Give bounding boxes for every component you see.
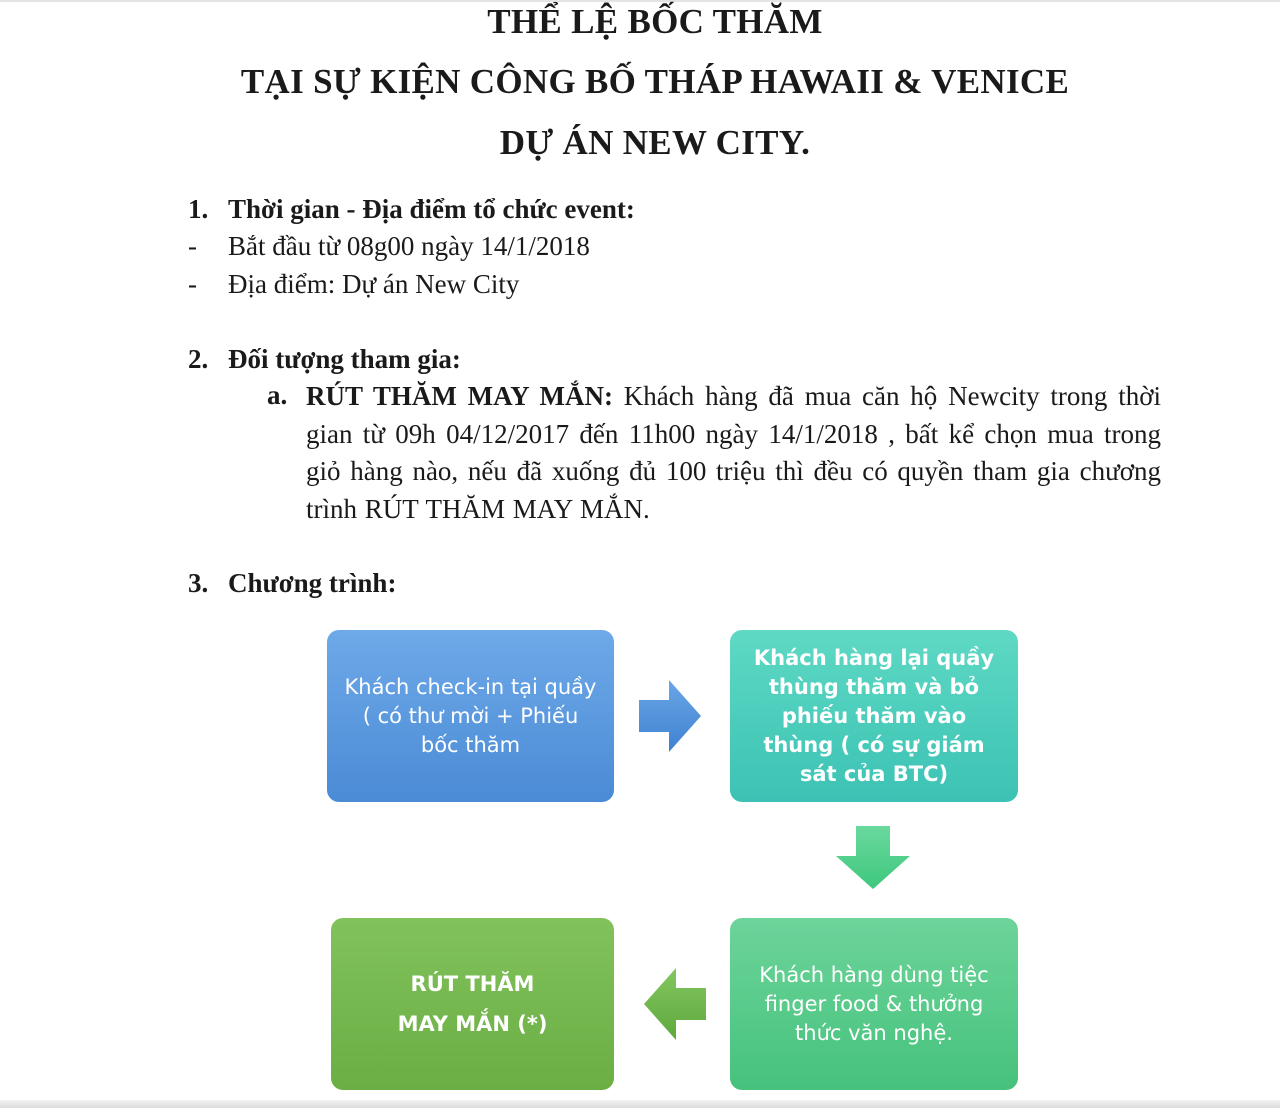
section-2-heading — [188, 342, 461, 376]
flow-step-party: Khách hàng dùng tiệc finger food & thưởng thức văn nghệ. — [730, 918, 1018, 1090]
bullet-dash: - — [188, 231, 197, 261]
section-2-paragraph — [306, 378, 1161, 528]
lucky-draw-lead: RÚT THĂM MAY MẮN: — [306, 381, 613, 411]
document-title-line-2: TẠI SỰ KIỆN CÔNG BỐ THÁP HAWAII & VENICE — [240, 62, 1070, 101]
section-3-number: 3. — [188, 568, 209, 598]
section-1-bullet-location — [188, 267, 519, 301]
arrow-right-icon — [639, 680, 703, 752]
section-1-title: Thời gian - Địa điểm tổ chức event: — [228, 194, 635, 224]
lucky-draw-line-1: RÚT THĂM — [410, 972, 535, 996]
section-1-number: 1. — [188, 194, 209, 224]
section-2-title: Đối tượng tham gia: — [228, 344, 461, 374]
eligibility-text: Khách hàng đã mua căn hộ Newcity trong thời gian từ 09h 04/12/2017 đến 11h00 ngày 14/1/2018 , bất kể chọn mua trong giỏ hàng nào, nếu đã xuống đủ 100 triệu thì đều có quyền tham gia chương trình RÚT THĂM MAY MẮN. — [306, 381, 1161, 524]
flow-step-ballot-box: Khách hàng lại quầy thùng thăm và bỏ phiếu thăm vào thùng ( có sự giám sát của BTC) — [730, 630, 1018, 802]
section-3-title: Chương trình: — [228, 568, 397, 598]
flow-step-checkin: Khách check-in tại quầy ( có thư mời + Phiếu bốc thăm — [327, 630, 614, 802]
section-3-heading — [188, 566, 396, 600]
page-bottom-edge — [0, 1100, 1280, 1108]
bullet-text: Địa điểm: Dự án New City — [228, 269, 520, 299]
section-2-number: 2. — [188, 344, 209, 374]
arrow-down-icon — [836, 826, 910, 890]
section-1-heading — [188, 192, 635, 226]
arrow-left-icon — [642, 968, 706, 1040]
bullet-text: Bắt đầu từ 08g00 ngày 14/1/2018 — [228, 231, 590, 261]
document-title-line-1: THỂ LỆ BỐC THĂM — [487, 2, 823, 41]
document-title-line-3: DỰ ÁN NEW CITY. — [499, 123, 811, 162]
section-1-bullet-start — [188, 229, 590, 263]
bullet-dash: - — [188, 269, 197, 299]
flow-step-lucky-draw — [331, 918, 614, 1090]
section-2-sub-letter: a. — [267, 380, 288, 410]
lucky-draw-line-2: MAY MẮN (*) — [397, 1012, 548, 1036]
